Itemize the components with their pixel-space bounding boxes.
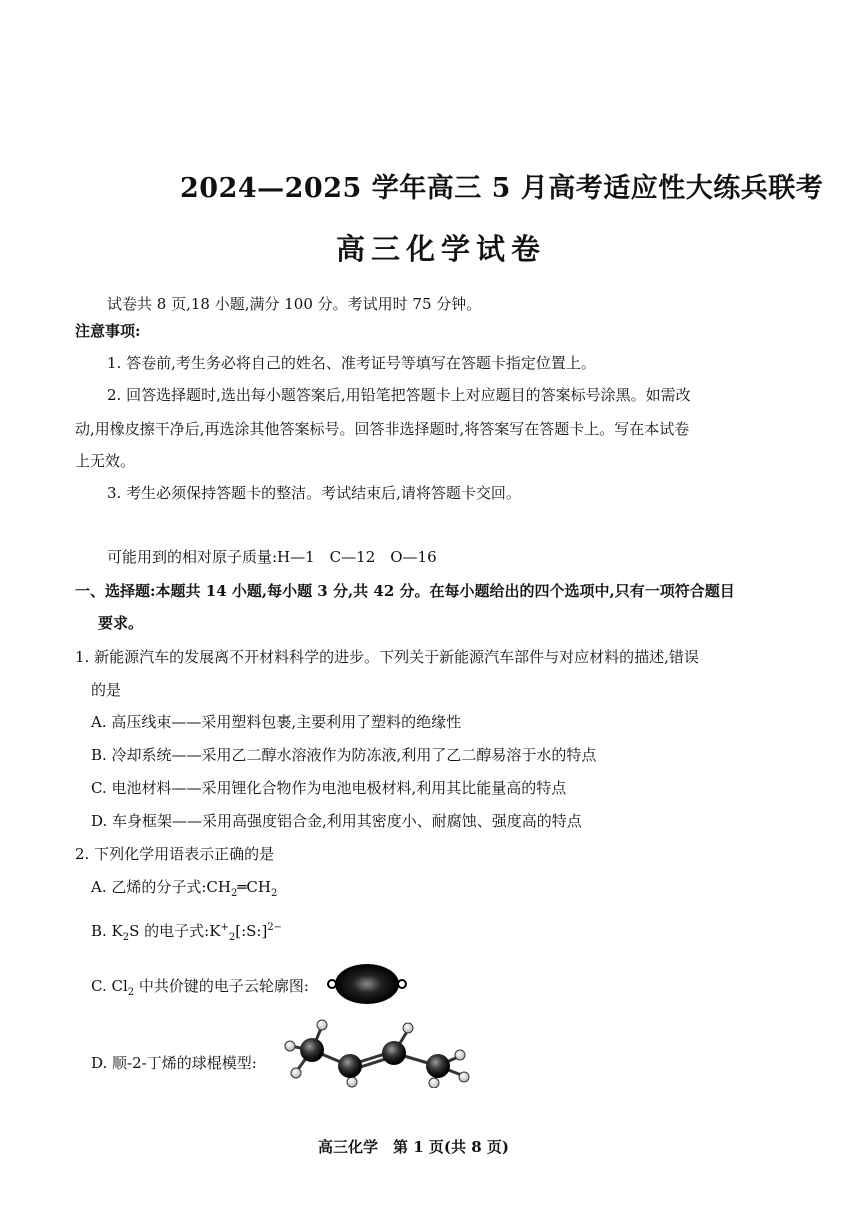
electron-formula-bracket: [:S:] <box>235 922 268 940</box>
notice-heading: 注意事项: <box>75 322 141 340</box>
q1-option-d: D. 车身框架——采用高强度铝合金,利用其密度小、耐腐蚀、强度高的特点 <box>91 812 582 830</box>
q1-option-b: B. 冷却系统——采用乙二醇水溶液作为防冻液,利用了乙二醇易溶于水的特点 <box>91 746 597 764</box>
q1-option-a: A. 高压线束——采用塑料包裹,主要利用了塑料的绝缘性 <box>91 713 462 731</box>
notice-item-1: 1. 答卷前,考生务必将自己的姓名、准考证号等填写在答题卡指定位置上。 <box>107 354 596 372</box>
page-footer: 高三化学 第 1 页(共 8 页) <box>318 1138 509 1156</box>
notice-item-2-cont: 动,用橡皮擦干净后,再选涂其他答案标号。回答非选择题时,将答案写在答题卡上。写在本试卷 <box>75 420 690 438</box>
section-1-heading-cont: 要求。 <box>98 614 144 632</box>
q2-option-d: D. 顺-2-丁烯的球棍模型: <box>91 1054 257 1072</box>
notice-item-2-end: 上无效。 <box>75 452 136 470</box>
q1-stem-cont: 的是 <box>91 681 122 699</box>
ball-and-stick-model <box>284 1016 474 1088</box>
atomic-masses: 可能用到的相对原子质量:H—1 C—12 O—16 <box>107 548 437 566</box>
q2-stem: 2. 下列化学用语表示正确的是 <box>75 845 275 863</box>
q2-option-b: B. $K_2S$ 的电子式$:K^+_2[:S:]^{2-}$ <box>91 922 283 943</box>
paper-title: 高三化学试卷 <box>336 232 547 266</box>
exam-title: 2024—2025 学年高三 5 月高考适应性大练兵联考 <box>180 173 824 204</box>
q2-option-c: C. $Cl_2$ 中共价键的电子云轮廓图: <box>91 977 309 998</box>
q2-option-a: A. 乙烯的分子式$:CH_2═CH_2$ <box>91 878 278 899</box>
electron-cloud-diagram <box>326 962 408 1006</box>
exam-intro: 试卷共 8 页,18 小题,满分 100 分。考试用时 75 分钟。 <box>107 295 482 313</box>
q1-option-c: C. 电池材料——采用锂化合物作为电池电极材料,利用其比能量高的特点 <box>91 779 567 797</box>
section-1-heading: 一、选择题:本题共 14 小题,每小题 3 分,共 42 分。在每小题给出的四个选项中,只有一项符合题目 <box>75 582 735 600</box>
q1-stem: 1. 新能源汽车的发展离不开材料科学的进步。下列关于新能源汽车部件与对应材料的描述,错误 <box>75 648 699 666</box>
notice-item-2: 2. 回答选择题时,选出每小题答案后,用铅笔把答题卡上对应题目的答案标号涂黑。如需改 <box>107 386 691 404</box>
notice-item-3: 3. 考生必须保持答题卡的整洁。考试结束后,请将答题卡交回。 <box>107 484 521 502</box>
